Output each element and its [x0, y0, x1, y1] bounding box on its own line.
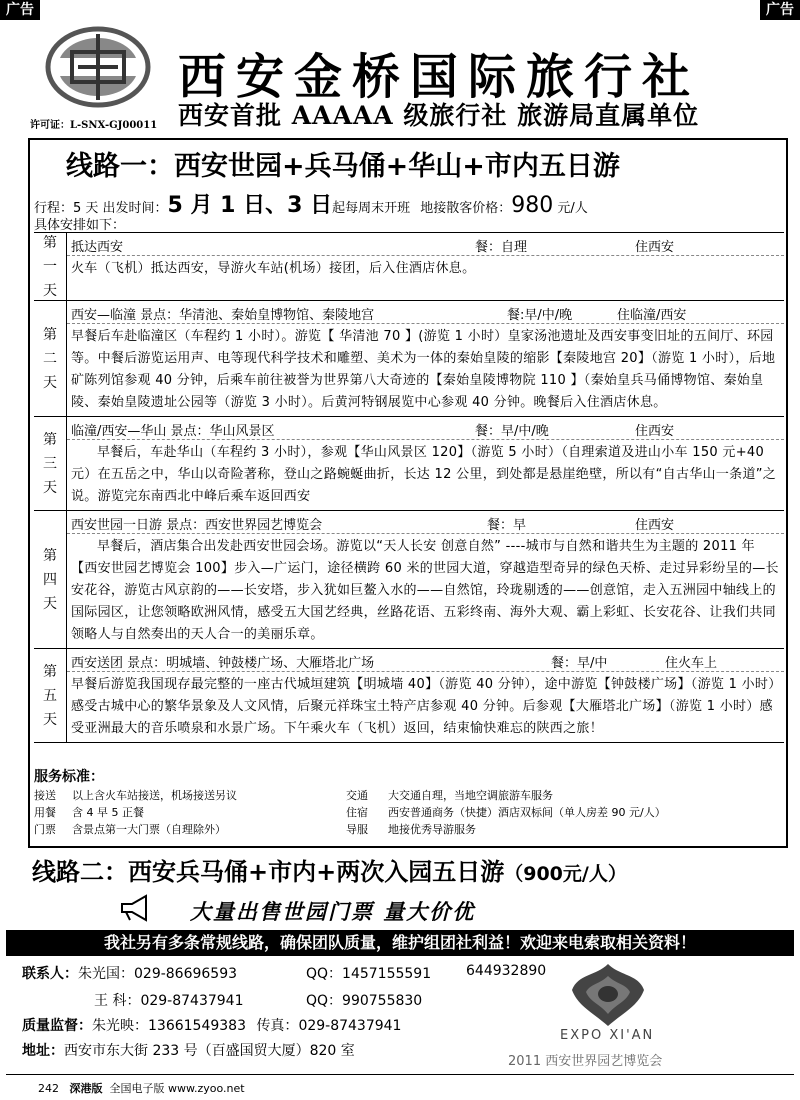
day-4-meals: 餐：早 [487, 518, 527, 533]
day-5-meals: 餐：早/中 [551, 656, 608, 671]
day-1-stay: 住西安 [635, 240, 675, 255]
footer-divider [6, 1074, 794, 1075]
trip-frequency: 起每周末开班 [332, 201, 411, 216]
day-2-meals: 餐:早/中/晚 [507, 308, 573, 323]
license-number: 许可证：L-SNX-GJ00011 [30, 120, 158, 131]
day-2-row [34, 301, 784, 417]
day-2-label: 第 二 天 [34, 301, 67, 416]
megaphone-icon [118, 894, 152, 922]
day-5-row [34, 649, 784, 743]
day-1-description: 火车（飞机）抵达西安，导游火车站(机场）接团，后入住酒店休息。 [71, 261, 476, 276]
day-2-stay: 住临潼/西安 [617, 308, 687, 323]
day-5-stay: 住火车上 [665, 656, 718, 671]
service-standards [34, 766, 774, 837]
qq-1: 1457155591 [342, 966, 432, 982]
qq-1b: 644932890 [466, 963, 547, 979]
trip-prefix: 行程：5 天 出发时间： [34, 201, 168, 216]
day-3-meals: 餐：早/中/晚 [475, 424, 549, 439]
services-title: 服务标准： [34, 769, 104, 785]
day-4-stay: 住西安 [635, 518, 675, 533]
route1-frame [28, 138, 788, 848]
route2-price: （900元/人） [504, 863, 627, 885]
departure-dates: 5 月 1 日、3 日 [167, 193, 333, 218]
day-1-meals: 餐：自理 [475, 240, 528, 255]
day-5-header [67, 649, 784, 672]
expo-logo-text: EXPO XI'AN [560, 1028, 655, 1043]
day-1-label: 第 一 天 [34, 233, 67, 300]
expo-logo-icon [568, 962, 648, 1028]
edition-label: 深港版 [69, 1082, 103, 1095]
fax-number: 029-87437941 [298, 1018, 402, 1034]
day-4-description: 早餐后，酒店集合出发赴西安世园会场。游览以“天人长安 创意自然” ----城市与自然和谐共生为主题的 2011 年【西安世园艺博览会 100】步入—广运门，途径横跨 60 米的世园大道，穿越造型奇异的绿色天桥、走过异彩纷呈的—长安花谷，游览古风京韵的——长安塔，步入犹如巨鳌入水的——自然馆，玲珑剔透的——创意馆，走入五洲园中轴线上的国际园区，让您领略欧洲风情，感受五大国艺经典，丝路花语、五彩终南、海外大观、霸上彩虹、长安花谷、让我们共同领略人与自然奏出的天人合一的美丽乐章。 [71, 539, 779, 642]
route2-title: 线路二：西安兵马俑+市内+两次入园五日游（900元/人） [32, 858, 627, 886]
day-2-description: 早餐后车赴临潼区（车程约 1 小时）。游览【 华清池 70 】(游览 1 小时）皇家汤池遗址及西安事变旧址的五间厅、环园等。中餐后游览运用声、电等现代科学技术和雕塑、美术为一体的秦始皇陵的缩影【秦陵地宫 20】（游览 1 小时），后地矿陈列馆参观 40 分钟，后乘车前往被誉为世界第八大奇迹的【秦始皇陵博物院 110 】（秦始皇兵马俑博物馆、秦始皇陵、秦始皇陵遗址公园等（游览 3 小时）。后黄河特钢展览中心参观 40 分钟。晚餐后入住酒店休息。 [71, 329, 776, 410]
agency-name: 西安金桥国际旅行社 [178, 49, 701, 105]
qq-2: 990755830 [342, 993, 423, 1009]
day-1-row [34, 233, 784, 301]
service-row: 接送 以上含火车站接送，机场接送另议 交通 大交通自理，当地空调旅游车服务 [34, 789, 553, 802]
contact-row-1 [22, 963, 237, 983]
day-3-label: 第 三 天 [34, 417, 67, 510]
address-row: 地址：西安市东大街 233 号（百盛国贸大厦）820 室 [22, 1043, 355, 1059]
schedule-label: 具体安排如下： [34, 218, 126, 233]
day-4-header [67, 511, 784, 534]
promo-text: 大量出售世园门票 量大价优 [190, 900, 476, 924]
day-5-label: 第 五 天 [34, 649, 67, 742]
ad-tag-right: 广告 [760, 0, 800, 20]
day-3-row [34, 417, 784, 511]
day-2-header [67, 301, 784, 324]
day-5-route: 西安送团 景点：明城墙、钟鼓楼广场、大雁塔北广场 [71, 656, 375, 671]
expo-subtitle: 2011 西安世界园艺博览会 [508, 1054, 663, 1069]
day-3-route: 临潼/西安—华山 景点：华山风景区 [71, 424, 275, 439]
agency-logo-icon [42, 24, 154, 110]
agency-subtitle: 西安首批 AAAAA 级旅行社 旅游局直属单位 [178, 101, 700, 130]
itinerary-table [34, 232, 784, 743]
route1-title: 线路一：西安世园+兵马俑+华山+市内五日游 [66, 151, 620, 182]
day-1-header [67, 233, 784, 256]
route1-price: 980 [511, 193, 554, 218]
supervision-contact: 朱光映：13661549383 [92, 1018, 246, 1034]
service-row: 用餐 含 4 早 5 正餐 住宿 西安普通商务（快捷）酒店双标间（单人房差 90 元/人） [34, 806, 666, 819]
day-5-description: 早餐后游览我国现存最完整的一座古代城垣建筑【明城墙 40】（游览 40 分钟），途中游览【钟鼓楼广场】（游览 1 小时）感受古城中心的繁华景象及人文风情，后聚元祥珠宝土特产店参观 40 分钟。后参观【大雁塔北广场】（游览 1 小时）感受亚洲最大的音乐喷泉和水景广场。下午乘火车（飞机）返回，结束愉快难忘的陕西之旅！ [71, 677, 776, 736]
day-4-label: 第 四 天 [34, 511, 67, 648]
info-banner: 我社另有多条常规线路，确保团队质量，维护组团社利益！欢迎来电索取相关资料！ [6, 930, 794, 956]
website: 全国电子版 www.zyoo.net [109, 1082, 245, 1095]
day-1-route: 抵达西安 [71, 240, 124, 255]
ad-tag-left: 广告 [0, 0, 40, 20]
price-unit: 元/人 [557, 201, 588, 216]
day-3-stay: 住西安 [635, 424, 675, 439]
day-4-route: 西安世园一日游 景点：西安世界园艺博览会 [71, 518, 323, 533]
contact-person-2: 王 科：029-87437941 [94, 993, 244, 1009]
qq-row-1: QQ：1457155591 [306, 966, 432, 982]
page-footer [38, 1080, 245, 1096]
day-3-header [67, 417, 784, 440]
day-2-route: 西安—临潼 景点：华清池、秦始皇博物馆、秦陵地宫 [71, 308, 375, 323]
supervision-row: 质量监督：朱光映：13661549383 传真：029-87437941 [22, 1018, 402, 1034]
price-label: 地接散客价格： [420, 201, 512, 216]
service-row: 门票 含景点第一大门票（自理除外） 导服 地接优秀导游服务 [34, 823, 476, 836]
address: 西安市东大街 233 号（百盛国贸大厦）820 室 [64, 1043, 355, 1059]
qq-row-2: QQ：990755830 [306, 993, 423, 1009]
contact-label: 联系人： [22, 966, 78, 982]
day-4-row [34, 511, 784, 649]
contact-person-1: 朱光国：029-86696593 [78, 966, 238, 982]
day-3-description: 早餐后，车赴华山（车程约 3 小时），参观【华山风景区 120】（游览 5 小时）（自理索道及进山小车 150 元+40 元）在五岳之中，华山以奇险著称，登山之路蜿蜒曲折，长达 12 公里，到处都是悬崖绝壁，所以有“自古华山一条道”之说。游览完东南西北中峰后乘车返回西安 [71, 445, 777, 504]
page-number: 242 [38, 1082, 59, 1095]
